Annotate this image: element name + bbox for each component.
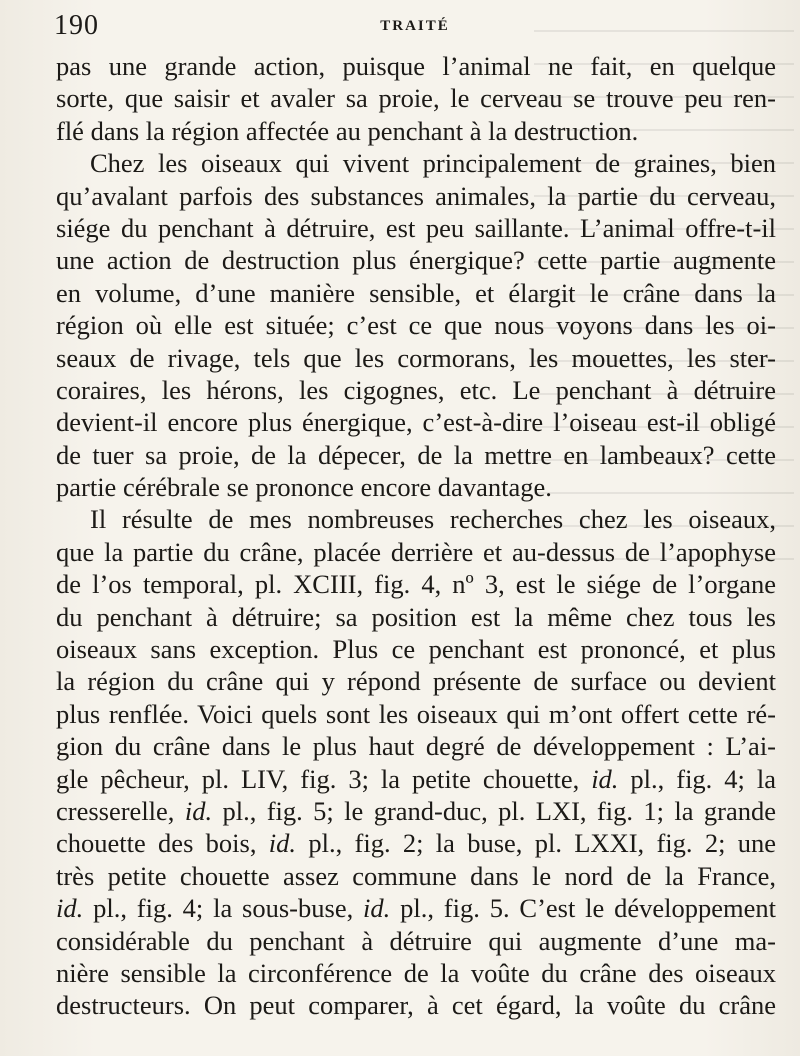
text-line: coraires, les hérons, les cigognes, etc. Le penchant à détruire [56, 374, 776, 405]
text-line: destructeurs. On peut comparer, à cet égard, la voûte du crâne [56, 990, 776, 1021]
text-line: très petite chouette assez commune dans le nord de la France, [56, 860, 776, 891]
page-header [50, 10, 780, 44]
page-number: 190 [54, 10, 99, 41]
text-line: que la partie du crâne, placée derrière et au-dessus de l’apophyse [56, 536, 776, 567]
text-line: siége du penchant à détruire, est peu saillante. L’animal offre-t-il [56, 212, 776, 243]
text-line: considérable du penchant à détruire qui augmente d’une ma- [56, 925, 776, 956]
text-line: qu’avalant parfois des substances animales, la partie du cerveau, [56, 180, 776, 211]
text-line: pas une grande action, puisque l’animal ne fait, en quelque [56, 51, 776, 81]
text-line: Il résulte de mes nombreuses recherches chez les oiseaux, [90, 504, 776, 535]
text-line: plus renflée. Voici quels sont les oiseaux qui m’ont offert cette ré- [56, 698, 776, 729]
text-line: région où elle est située; c’est ce que nous voyons dans les oi- [56, 310, 776, 341]
text-line: Chez les oiseaux qui vivent principalement de graines, bien [90, 148, 776, 179]
text-line: nière sensible la circonférence de la voûte du crâne des oiseaux [56, 957, 776, 988]
text-line: de tuer sa proie, de la dépecer, de la mettre en lambeaux? cette [56, 439, 776, 470]
text-line: devient-il encore plus énergique, c’est-à-dire l’oiseau est-il obligé [56, 407, 776, 438]
text-line: sorte, que saisir et avaler sa proie, le cerveau se trouve peu ren- [56, 83, 776, 114]
text-line: en volume, d’une manière sensible, et élargit le crâne dans la [56, 277, 776, 308]
body-text [56, 50, 776, 1022]
text-line: la région du crâne qui y répond présente de surface ou devient [56, 666, 776, 697]
text-line: id. pl., fig. 4; la sous-buse, id. pl., fig. 5. C’est le développement [56, 893, 776, 924]
text-line: une action de destruction plus énergique? cette partie augmente [56, 245, 776, 276]
text-line: cresserelle, id. pl., fig. 5; le grand-duc, pl. LXI, fig. 1; la grande [56, 795, 776, 826]
text-line: flé dans la région affectée au penchant à la destruction. [56, 115, 639, 146]
text-line: seaux de rivage, tels que les cormorans, les mouettes, les ster- [56, 342, 776, 373]
text-line: partie cérébrale se prononce encore davantage. [56, 472, 552, 503]
text-line: gle pêcheur, pl. LIV, fig. 3; la petite chouette, id. pl., fig. 4; la [56, 763, 776, 794]
text-line: chouette des bois, id. pl., fig. 2; la buse, pl. LXXI, fig. 2; une [56, 828, 776, 859]
text-line: de l’os temporal, pl. XCIII, fig. 4, nº 3, est le siége de l’organe [56, 569, 776, 600]
text-line: oiseaux sans exception. Plus ce penchant est prononcé, et plus [56, 634, 776, 665]
running-title: TRAITÉ [380, 18, 450, 34]
text-line: gion du crâne dans le plus haut degré de développement : L’ai- [56, 731, 776, 762]
text-line: du penchant à détruire; sa position est la même chez tous les [56, 601, 776, 632]
